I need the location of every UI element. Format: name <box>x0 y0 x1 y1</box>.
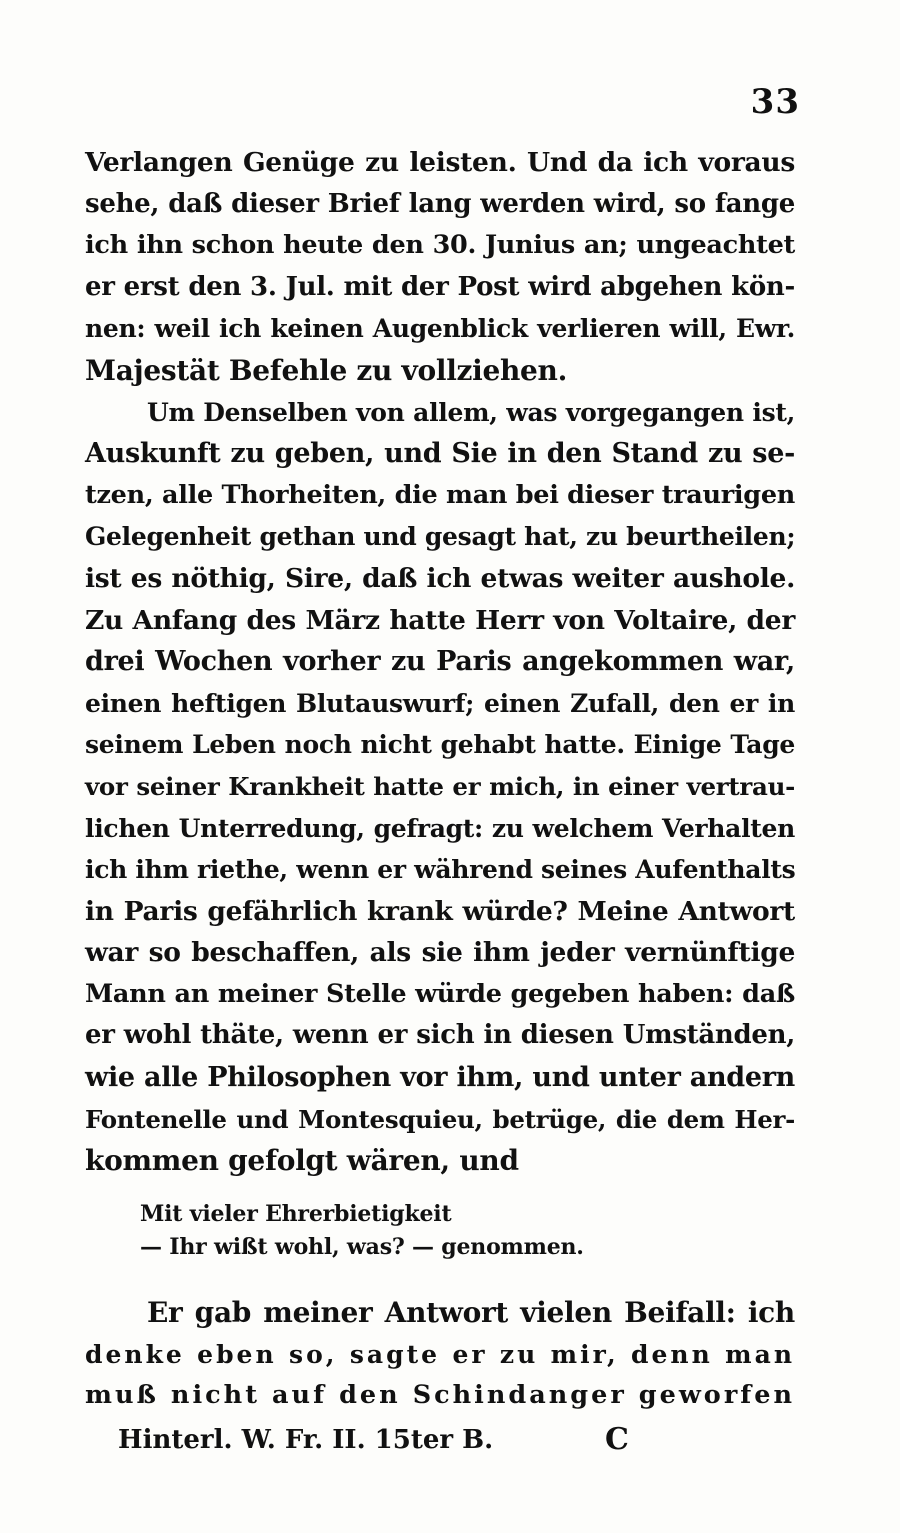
text-line: ist es nöthig, Sire, daß ich etwas weiter aushole. <box>85 562 795 594</box>
text-line: Auskunft zu geben, und Sie in den Stand zu se- <box>85 438 795 470</box>
printer-signature: Hinterl. W. Fr. II. 15ter B. <box>118 1425 494 1455</box>
text-line: wie alle Philosophen vor ihm, und unter andern <box>85 1062 795 1094</box>
inset-note-line: — Ihr wißt wohl, was? — genommen. <box>140 1234 584 1260</box>
text-line: ich ihm riethe, wenn er während seines Aufenthalts <box>85 855 796 885</box>
text-line: Majestät Befehle zu vollziehen. <box>85 353 568 387</box>
page-number: 33 <box>750 82 800 122</box>
inset-note <box>140 1198 780 1264</box>
text-line: denke eben so, sagte er zu mir, denn man <box>85 1339 795 1369</box>
paragraph-start-line: Um Denselben von allem, was vorgegangen ist, <box>147 397 795 427</box>
continuation-text <box>85 1292 795 1417</box>
text-line: war so beschaffen, als sie ihm jeder vernünftige <box>85 937 795 969</box>
text-line: tzen, alle Thorheiten, die man bei dieser traurigen <box>85 479 795 510</box>
text-line: sehe, daß dieser Brief lang werden wird, so fange <box>85 188 795 219</box>
text-line: kommen gefolgt wären, und <box>85 1144 519 1178</box>
text-line: Zu Anfang des März hatte Herr von Voltaire, der <box>85 604 795 636</box>
text-line: er erst den 3. Jul. mit der Post wird abgehen kön- <box>85 271 795 302</box>
text-line: lichen Unterredung, gefragt: zu welchem Verhalten <box>85 813 795 843</box>
text-line: ich ihn schon heute den 30. Junius an; ungeachtet <box>85 230 795 261</box>
text-line: vor seiner Krankheit hatte er mich, in einer vertrau- <box>85 771 795 801</box>
text-line: in Paris gefährlich krank würde? Meine Antwort <box>85 895 795 927</box>
text-line: Fontenelle und Montesquieu, betrüge, die dem Her- <box>85 1104 795 1134</box>
text-line: Gelegenheit gethan und gesagt hat, zu beurtheilen; <box>85 522 796 552</box>
text-line: Mann an meiner Stelle würde gegeben haben: daß <box>85 978 795 1009</box>
signature-mark: C <box>605 1422 629 1457</box>
text-line: Verlangen Genüge zu leisten. Und da ich voraus <box>85 147 795 178</box>
text-line: seinem Leben noch nicht gehabt hatte. Einige Tage <box>85 730 795 760</box>
text-line: nen: weil ich keinen Augenblick verlieren will, Ewr. <box>85 314 795 344</box>
text-line: muß nicht auf den Schindanger geworfen <box>85 1380 795 1411</box>
text-line: er wohl thäte, wenn er sich in diesen Umständen, <box>85 1020 795 1051</box>
inset-note-line: Mit vieler Ehrerbietigkeit <box>140 1201 452 1227</box>
text-line: einen heftigen Blutauswurf; einen Zufall, den er in <box>85 688 795 718</box>
paragraph-start-line: Er gab meiner Antwort vielen Beifall: ich <box>147 1296 795 1329</box>
body-text <box>85 142 795 1182</box>
text-line: drei Wochen vorher zu Paris angekommen war, <box>85 646 795 678</box>
